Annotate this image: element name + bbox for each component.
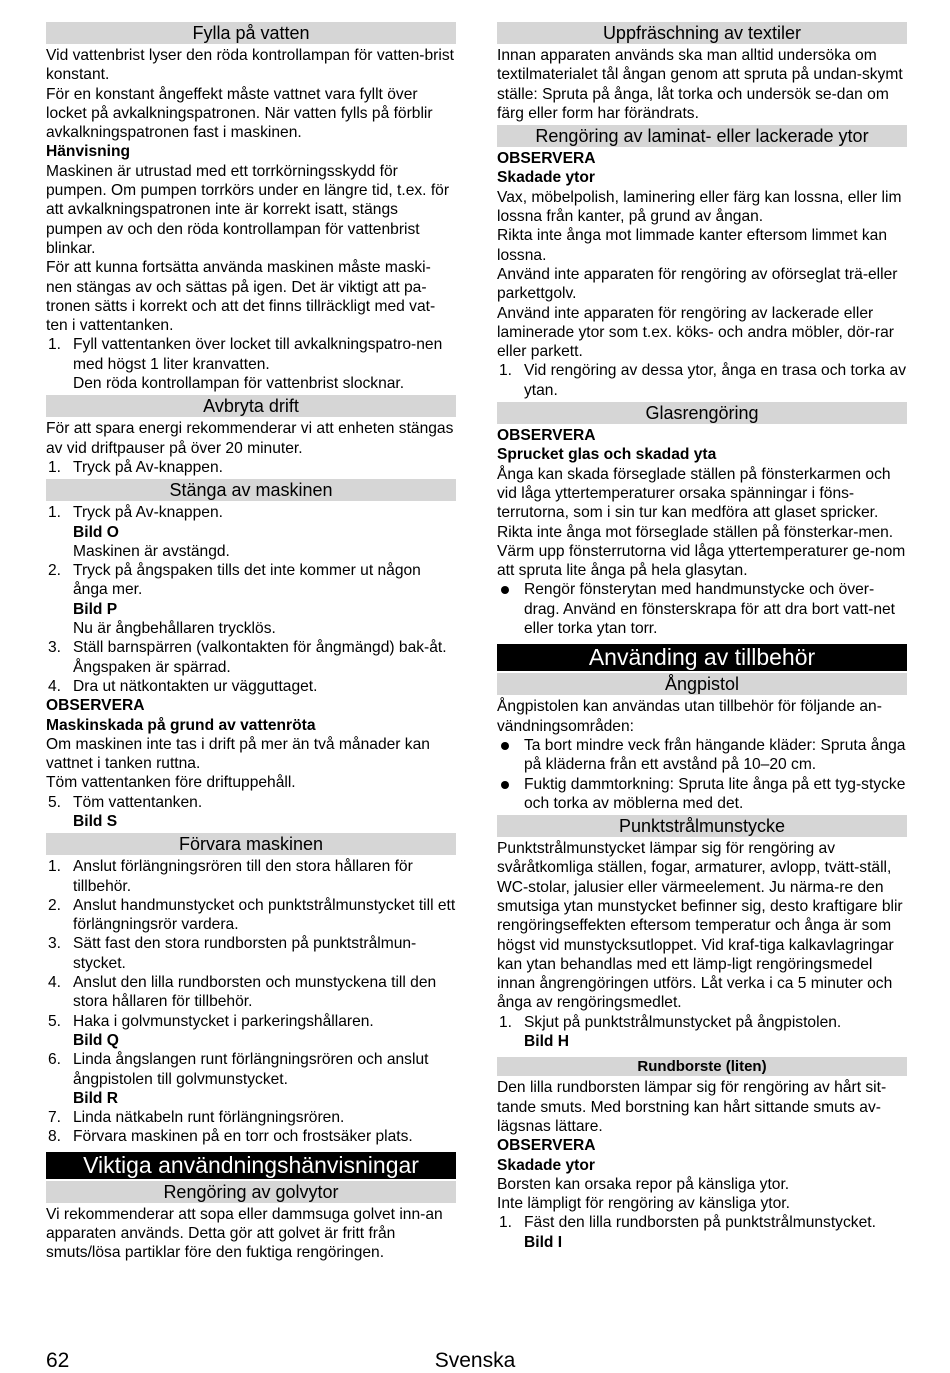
bullet-icon <box>501 742 509 750</box>
step-number: 2. <box>48 896 62 914</box>
step-text: Haka i golvmunstycket i parkeringshållaren. <box>73 1012 374 1030</box>
paragraph: För att kunna fortsätta använda maskinen måste maski-nen stängas av och sättas på igen. Det är viktigt att pa-tronen sätts i korrekt och att det finns tillräckligt med vat-ten i vattentanken. <box>46 259 436 335</box>
bullet-item <box>497 775 907 814</box>
paragraph: Vid vattenbrist lyser den röda kontrollampan för vatten-brist konstant. <box>46 47 454 84</box>
step-result: Nu är ångbehållaren trycklös. <box>73 620 276 638</box>
paragraph: Om maskinen inte tas i drift på mer än två månader kan vattnet i tanken ruttna. <box>46 735 430 773</box>
step-number: 1. <box>48 504 62 522</box>
note-label: Hänvisning <box>46 143 131 161</box>
step-number: 7. <box>48 1109 62 1127</box>
page-number: 62 <box>46 1349 70 1372</box>
paragraph: Ånga kan skada förseglade ställen på fönsterkarmen och vid låga yttertemperaturer orsaka spänningar i föns-terrutorna, som i sin tur kan medföra att glaset spricker. <box>497 465 891 522</box>
figure-ref: Bild I <box>524 1233 563 1251</box>
step-text: Linda nätkabeln runt förlängningsrören. <box>73 1109 345 1127</box>
section-heading-turn-off: Stänga av maskinen <box>46 479 456 501</box>
warning-title: Skadade ytor <box>497 169 595 187</box>
step-text: Töm vattentanken. <box>73 793 203 811</box>
warning-title: Skadade ytor <box>497 1156 595 1174</box>
footer-language: Svenska <box>434 1349 516 1372</box>
paragraph: Borsten kan orsaka repor på känsliga ytor. <box>497 1175 790 1193</box>
list-item <box>46 857 456 896</box>
section-heading-textiles: Uppfräschning av textiler <box>497 22 907 44</box>
step-number: 8. <box>48 1128 62 1146</box>
warning-title: Sprucket glas och skadad yta <box>497 446 717 464</box>
paragraph: Inte lämpligt för rengöring av känsliga ytor. <box>497 1195 790 1213</box>
warning-label: OBSERVERA <box>497 427 596 445</box>
bullet-icon <box>501 586 509 594</box>
list-item <box>46 638 456 657</box>
step-number: 1. <box>499 1214 513 1232</box>
step-number: 4. <box>48 974 62 992</box>
section-heading-floor-cleaning: Rengöring av golvytor <box>46 1181 456 1203</box>
list-item <box>46 896 456 935</box>
step-text: Fyll vattentanken över locket till avkalkningspatro-nen med högst 1 liter kranvatten. <box>73 336 443 373</box>
list-item <box>497 1213 907 1232</box>
step-number: 1. <box>499 1013 513 1031</box>
bullet-item <box>497 580 907 638</box>
paragraph: Använd inte apparaten för rengöring av lackerade eller laminerade ytor som t.ex. köks- och andra möbler, dör-rar eller parkett. <box>497 304 894 361</box>
step-text: Förvara maskinen på en torr och frostsäker plats. <box>73 1128 413 1146</box>
bullet-text: Fuktig dammtorkning: Spruta lite ånga på ett tyg-stycke och torka av möblerna med det. <box>524 775 906 812</box>
list-item <box>46 458 456 477</box>
list-item <box>46 677 456 696</box>
figure-ref: Bild H <box>524 1033 570 1051</box>
warning-title: Maskinskada på grund av vattenröta <box>46 716 316 734</box>
chapter-heading-usage-tips: Viktiga användningshänvisningar <box>46 1152 456 1179</box>
paragraph: För en konstant ångeffekt måste vattnet vara fyllt över locket på avkalkningspatronen. När vatten fylls på förblir avkalkningspatronen fast i maskinen. <box>46 85 433 142</box>
section-heading-steam-gun: Ångpistol <box>497 673 907 695</box>
list-item <box>46 1050 456 1089</box>
paragraph: Punktstrålmunstycket lämpar sig för rengöring av svåråtkomliga ställen, fogar, armaturer, avlopp, tvätt-ställ, WC-stolar, jalusier eller värmeelement. Ju närma-re den smutsiga ytan munstycket befinner sig, desto kraftigare blir rengöringseffekten eftersom temperatur och ånga är som högst vid munstycksutloppet. Vid kraf-tiga kalkavlagringar kan ytan behandlas med ett lämp-ligt rengöringsmedel innan ångrengöringen utförs. Låt verka i ca 5 minuter och ånga av rengöringsmedlet. <box>497 840 903 1012</box>
section-heading-laminate: Rengöring av laminat- eller lackerade ytor <box>497 125 907 147</box>
figure-ref: Bild Q <box>73 1031 119 1049</box>
list-item <box>46 1012 456 1031</box>
paragraph: Den lilla rundborsten lämpar sig för rengöring av hårt sit-tande smuts. Med borstning kan hårt sittande smuts av-lägsnas lättare. <box>497 1079 887 1135</box>
section-heading-glass: Glasrengöring <box>497 402 907 424</box>
paragraph: Rikta inte ånga mot förseglade ställen på fönsterkar-men. <box>497 523 894 541</box>
subsection-heading-small-brush: Rundborste (liten) <box>497 1057 907 1076</box>
step-result: Ångspaken är spärrad. <box>73 658 231 676</box>
paragraph: Ångpistolen kan användas utan tillbehör för följande an-vändningsområden: <box>497 698 882 735</box>
list-item <box>46 793 456 812</box>
list-item <box>497 1013 907 1032</box>
bullet-item <box>497 736 907 775</box>
step-number: 5. <box>48 1012 62 1030</box>
list-item <box>46 973 456 1012</box>
step-number: 1. <box>48 858 62 876</box>
paragraph: Värm upp fönsterrutorna vid låga yttertemperaturer ge-nom att spruta lite ånga på hela glasytan. <box>497 542 906 580</box>
paragraph: Töm vattentanken före driftuppehåll. <box>46 774 296 792</box>
step-number: 1. <box>48 336 62 354</box>
paragraph: Innan apparaten används ska man alltid undersöka om textilmaterialet tål ångan genom att spruta på undan-skymt ställe: Spruta på ånga, låt torka och undersök se-dan om färg eller form har förändrats. <box>497 47 903 122</box>
step-text: Tryck på ångspaken tills det inte kommer ut någon ånga mer. <box>73 562 421 599</box>
step-number: 6. <box>48 1051 62 1069</box>
bullet-text: Rengör fönsterytan med handmunstycke och över-drag. Använd en fönsterskrapa för att dra bort vatt-net eller torka ytan torr. <box>524 581 895 638</box>
list-item <box>46 335 456 374</box>
list-item <box>46 1108 456 1127</box>
list-item <box>46 934 456 973</box>
note-text: Maskinen är utrustad med ett torrkörningsskydd för pumpen. Om pumpen torrkörs under en längre tid, t.ex. för att avkalkningspatronen inte är korrekt isatt, stängs pumpen av och den röda kontrollampan för vattenbrist blinkar. <box>46 162 450 257</box>
list-item <box>46 561 456 600</box>
step-text: Linda ångslangen runt förlängningsrören och anslut ångpistolen till golvmunstycket. <box>73 1051 429 1088</box>
step-text: Tryck på Av-knappen. <box>73 504 223 522</box>
warning-label: OBSERVERA <box>46 697 145 715</box>
step-number: 1. <box>499 362 513 380</box>
step-text: Sätt fast den stora rundborsten på punktstrålmun-stycket. <box>73 935 417 972</box>
figure-ref: Bild P <box>73 600 118 618</box>
step-result: Maskinen är avstängd. <box>73 542 230 560</box>
list-item <box>46 503 456 522</box>
section-heading-stop: Avbryta drift <box>46 395 456 417</box>
section-heading-store: Förvara maskinen <box>46 833 456 855</box>
right-column <box>497 20 907 1252</box>
step-text: Ställ barnspärren (valkontakten för ångmängd) bak-åt. <box>73 639 447 657</box>
bullet-icon <box>501 781 509 789</box>
list-item <box>46 1127 456 1146</box>
step-number: 2. <box>48 562 62 580</box>
step-number: 5. <box>48 793 62 811</box>
figure-ref: Bild S <box>73 812 118 830</box>
left-column <box>46 20 456 1263</box>
step-number: 1. <box>48 458 62 476</box>
paragraph: Använd inte apparaten för rengöring av oförseglat trä-eller parkettgolv. <box>497 265 898 303</box>
step-number: 4. <box>48 677 62 695</box>
bullet-text: Ta bort mindre veck från hängande kläder: Spruta ånga på kläderna från ett avstånd på 10–20 cm. <box>524 736 906 774</box>
step-text: Anslut förlängningsrören till den stora hållaren för tillbehör. <box>73 858 413 895</box>
step-text: Skjut på punktstrålmunstycket på ångpistolen. <box>524 1013 842 1031</box>
step-text: Dra ut nätkontakten ur vägguttaget. <box>73 677 318 695</box>
step-result: Den röda kontrollampan för vattenbrist slocknar. <box>73 375 405 393</box>
warning-label: OBSERVERA <box>497 1137 596 1155</box>
warning-label: OBSERVERA <box>497 150 596 168</box>
paragraph: För att spara energi rekommenderar vi att enheten stängas av vid driftpauser på över 20 minuter. <box>46 420 454 457</box>
step-text: Fäst den lilla rundborsten på punktstrålmunstycket. <box>524 1214 876 1232</box>
step-text: Anslut handmunstycket och punktstrålmunstycket till ett förlängningsrör vardera. <box>73 896 456 934</box>
step-text: Vid rengöring av dessa ytor, ånga en trasa och torka av ytan. <box>524 362 906 399</box>
list-item <box>497 361 907 400</box>
paragraph: Vax, möbelpolish, laminering eller färg kan lossna, eller lim lossna från kanter, på grund av ångan. <box>497 188 902 226</box>
paragraph: Rikta inte ånga mot limmade kanter eftersom limmet kan lossna. <box>497 227 887 264</box>
paragraph: Vi rekommenderar att sopa eller dammsuga golvet inn-an apparaten används. Detta gör att golvet är fritt från smuts/lösa partiklar före den fuktiga rengöringen. <box>46 1205 443 1262</box>
figure-ref: Bild O <box>73 523 119 541</box>
figure-ref: Bild R <box>73 1089 119 1107</box>
step-text: Tryck på Av-knappen. <box>73 458 223 476</box>
step-number: 3. <box>48 935 62 953</box>
chapter-heading-accessories: Använding av tillbehör <box>497 644 907 671</box>
step-text: Anslut den lilla rundborsten och munstyckena till den stora hållaren för tillbehör. <box>73 974 437 1011</box>
step-number: 3. <box>48 639 62 657</box>
section-heading-point-nozzle: Punktstrålmunstycke <box>497 815 907 837</box>
section-heading-fill-water: Fylla på vatten <box>46 22 456 44</box>
